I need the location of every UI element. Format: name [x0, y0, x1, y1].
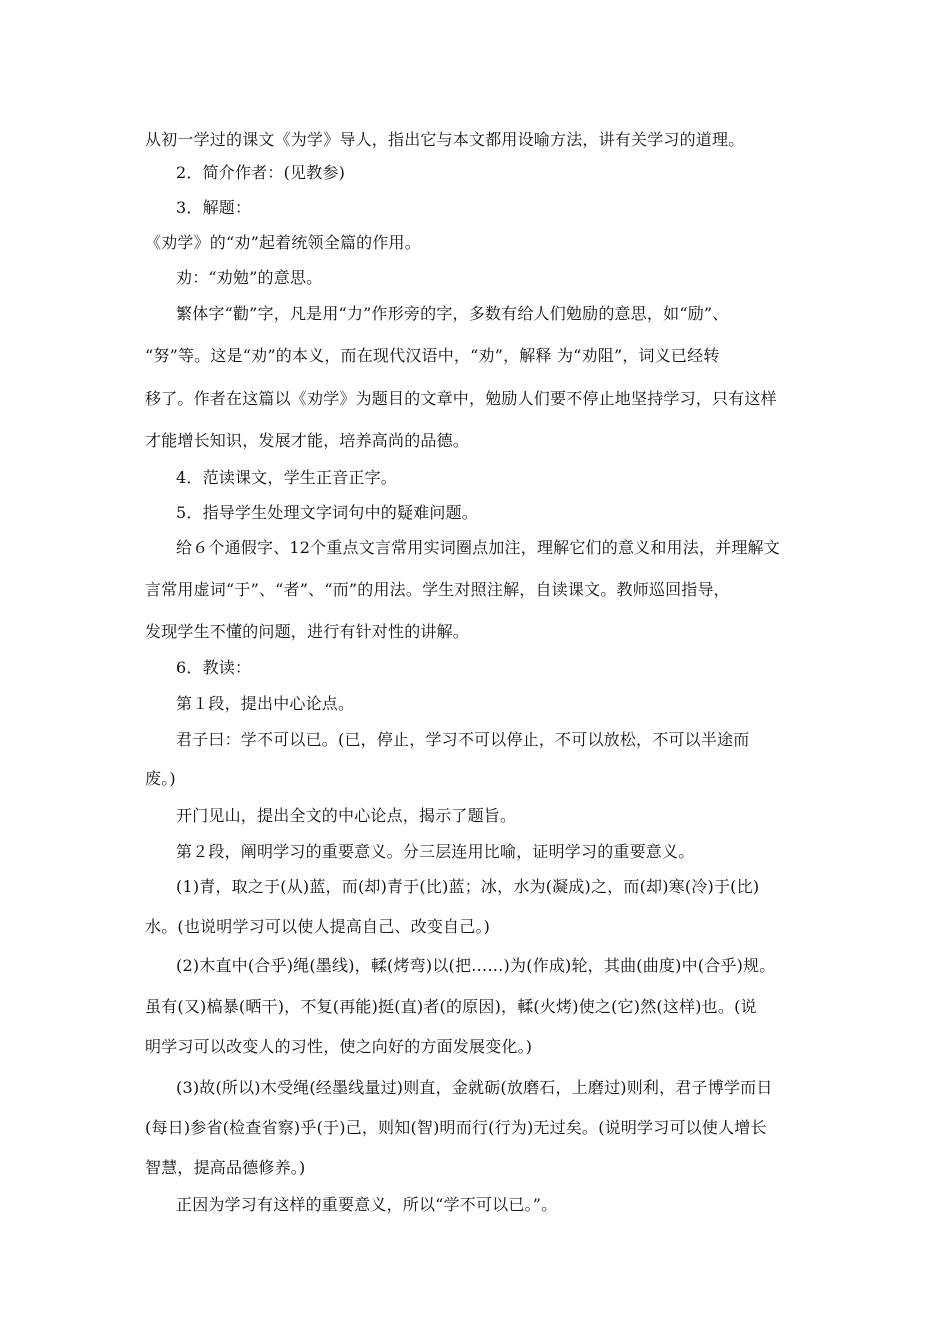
text-line: 言常用虚词“于”、“者”、“而”的用法。学生对照注解，自读课文。教师巡回指导，: [145, 580, 730, 599]
text-line: “努”等。这是“劝”的本义，而在现代汉语中，“劝”，解释 为“劝阻”，词义已经转: [145, 346, 720, 365]
text-line: (每日)参省(检查省察)乎(于)己，则知(智)明而行(行为)无过矣。(说明学习可以使人增长: [145, 1118, 767, 1137]
text-line: 发现学生不懂的问题，进行有针对性的讲解。: [145, 622, 470, 641]
text-line: (3)故(所以)木受绳(经墨线量过)则直，金就砺(放磨石，上磨过)则利，君子博学而日: [176, 1078, 773, 1097]
text-line: 《劝学》的“劝”起着统领全篇的作用。: [145, 233, 421, 252]
text-line: (2)木直中(合乎)绳(墨线)，輮(烤弯)以(把……)为(作成)轮，其曲(曲度)中(合乎)规。: [176, 956, 776, 975]
text-line: 君子曰：学不可以已。(已，停止，学习不可以停止，不可以放松，不可以半途而: [176, 730, 750, 749]
text-line: (1)青，取之于(从)蓝，而(却)青于(比)蓝；冰，水为(凝成)之，而(却)寒(冷)于(比): [176, 877, 760, 896]
text-line: 第１段，提出中心论点。: [176, 694, 355, 713]
text-line: 第２段，阐明学习的重要意义。分三层连用比喻，证明学习的重要意义。: [176, 842, 695, 861]
text-line: 虽有(又)槁暴(晒干)，不复(再能)挺(直)者(的原因)，輮(火烤)使之(它)然(这样)也。(说: [145, 997, 757, 1016]
text-line: 开门见山，提出全文的中心论点，揭示了题旨。: [176, 806, 517, 825]
text-line: 正因为学习有这样的重要意义，所以“学不可以已。”。: [176, 1195, 558, 1214]
text-line: 移了。作者在这篇以《劝学》为题目的文章中，勉励人们要不停止地坚持学习，只有这样: [145, 389, 777, 408]
text-line: 水。(也说明学习可以使人提高自己、改变自己。): [145, 917, 491, 936]
text-line: 6．教读：: [176, 658, 252, 677]
text-line: 从初一学过的课文《为学》导人，指出它与本文都用设喻方法，讲有关学习的道理。: [145, 130, 745, 149]
text-line: 给６个通假字、12个重点文言常用实词圈点加注，理解它们的意义和用法，并理解文: [176, 538, 780, 557]
text-line: 2．简介作者：(见教参): [176, 163, 346, 182]
text-line: 明学习可以改变人的习性，使之向好的方面发展变化。): [145, 1037, 533, 1056]
text-line: 4．范读课文，学生正音正字。: [176, 468, 397, 487]
text-line: 废。): [145, 769, 176, 788]
text-line: 劝：“劝勉”的意思。: [176, 268, 323, 287]
text-line: 5．指导学生处理文字词句中的疑难问题。: [176, 503, 478, 522]
text-line: 繁体字“勸”字，凡是用“力”作形旁的字，多数有给人们勉励的意思，如“励”、: [176, 304, 729, 323]
text-line: 智慧，提高品德修养。): [145, 1158, 306, 1177]
text-line: 3．解题：: [176, 198, 252, 217]
text-line: 才能增长知识，发展才能，培养高尚的品德。: [145, 431, 470, 450]
